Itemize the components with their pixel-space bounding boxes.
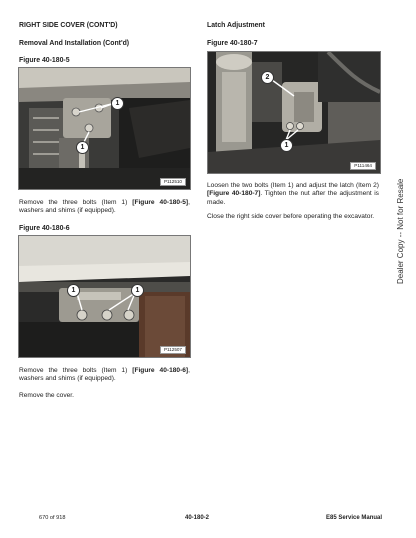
figure-label-40-180-5: Figure 40-180-5 [19, 57, 70, 64]
photo-code: P112507 [160, 346, 186, 354]
instruction-paragraph: Loosen the two bolts (Item 1) and adjust the latch (Item 2) [Figure 40-180-7]. Tighten the nut after the adjustment is made. [207, 182, 379, 206]
instruction-paragraph: Remove the cover. [19, 392, 74, 399]
figure-label-40-180-6: Figure 40-180-6 [19, 225, 70, 232]
callout-item-1: 1 [76, 141, 89, 154]
callout-item-1: 1 [131, 284, 144, 297]
callout-item-1: 1 [67, 284, 80, 297]
footer-page-number: 40-180-2 [185, 515, 210, 521]
footer-manual-title: E85 Service Manual [326, 515, 383, 521]
instruction-paragraph: Close the right side cover before operating the excavator. [207, 213, 375, 220]
callout-item-1: 1 [280, 139, 293, 152]
callout-item-1: 1 [111, 97, 124, 110]
section-heading: Latch Adjustment [207, 22, 265, 29]
figure-40-180-6-photo [18, 235, 191, 358]
photo-code: P111464 [350, 162, 376, 170]
subsection-heading: Removal And Installation (Cont'd) [19, 40, 130, 47]
instruction-paragraph: Remove the three bolts (Item 1) [Figure 40-180-6], washers and shims (if equipped). [19, 367, 190, 383]
photo-code: P112510 [160, 178, 186, 186]
footer-page-of: 670 of 918 [39, 515, 66, 521]
figure-reference: [Figure 40-180-6] [132, 367, 189, 374]
section-heading: RIGHT SIDE COVER (CONT'D) [19, 22, 118, 29]
figure-40-180-7-photo [207, 51, 381, 174]
dealer-copy-watermark: Dealer Copy -- Not for Resale [396, 178, 405, 284]
figure-reference: [Figure 40-180-7] [207, 190, 261, 198]
callout-item-2: 2 [261, 71, 274, 84]
figure-reference: [Figure 40-180-5] [132, 199, 189, 206]
instruction-paragraph: Remove the three bolts (Item 1) [Figure 40-180-5], washers and shims (if equipped). [19, 199, 190, 215]
figure-label-40-180-7: Figure 40-180-7 [207, 40, 258, 47]
figure-40-180-5-photo [18, 67, 191, 190]
